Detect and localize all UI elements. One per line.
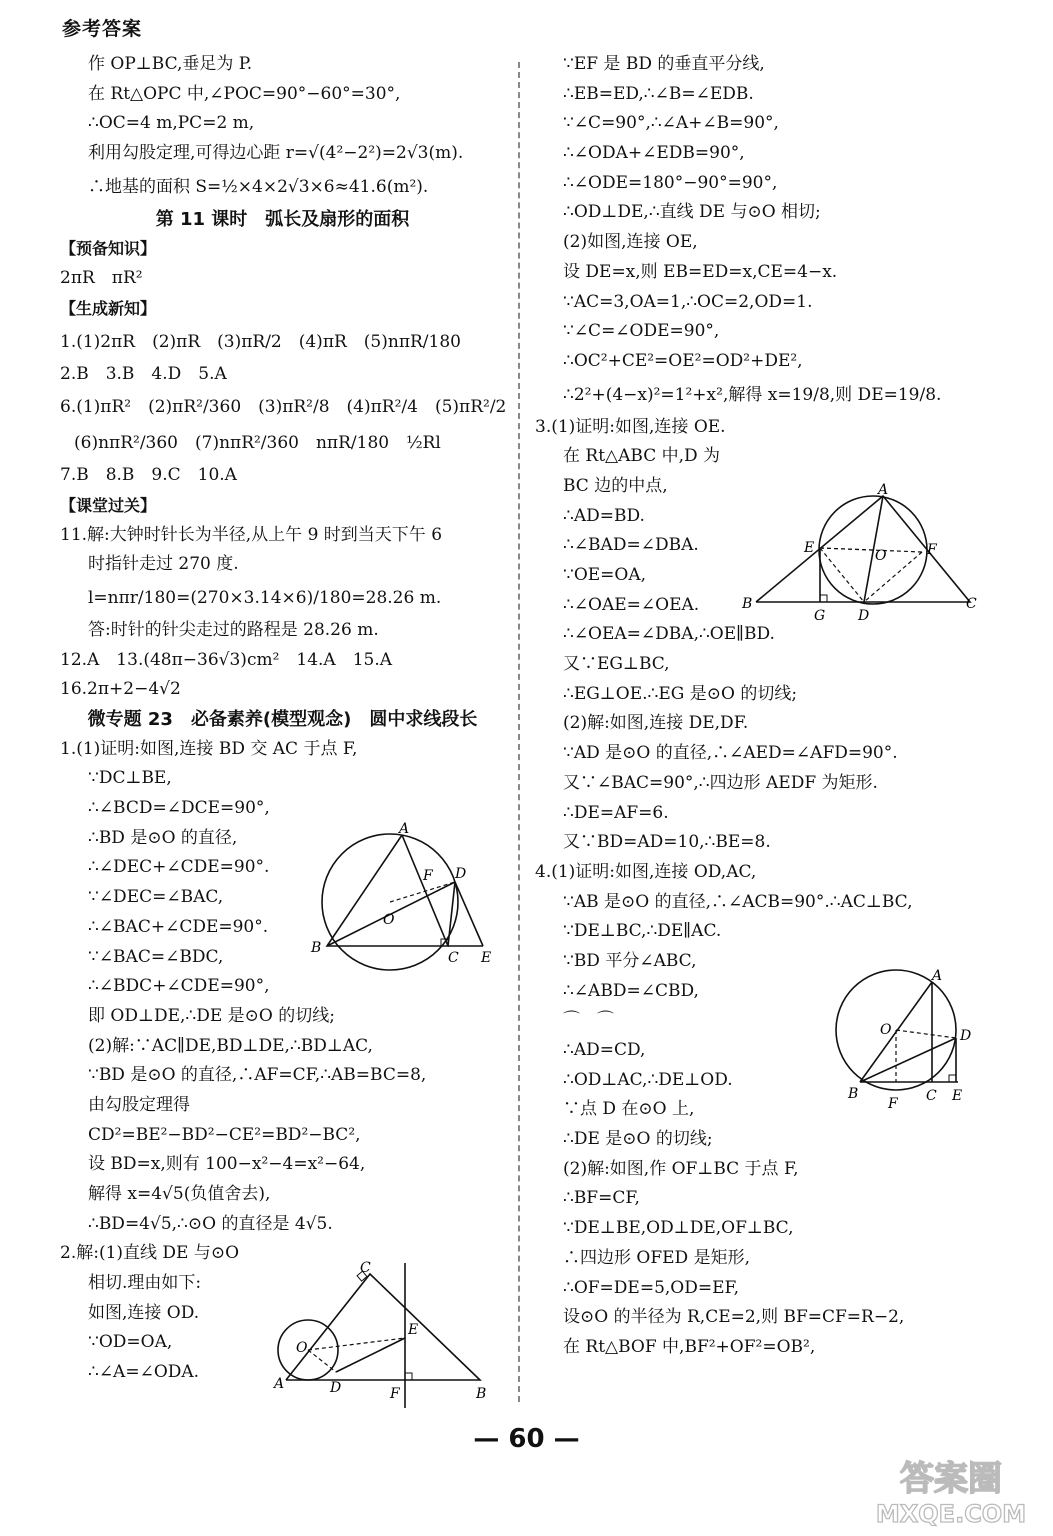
left-line: ∵∠DEC=∠BAC, [88,887,224,908]
fig2-label-f: F [390,1386,400,1402]
right-line: ∴AD=CD, [563,1040,646,1060]
fig1-label-o: O [383,912,395,928]
fig3-label-f: F [927,542,937,558]
right-line: ∴BF=CF, [563,1188,640,1209]
right-line: 又∵∠BAC=90°,∴四边形 AEDF 为矩形. [563,772,878,793]
right-line: (2)如图,连接 OE, [563,232,698,253]
right-line: ∵AD 是⊙O 的直径,∴∠AED=∠AFD=90°. [563,743,898,764]
left-line: ∵BD 是⊙O 的直径,∴AF=CF,∴AB=BC=8, [88,1065,427,1086]
fig2-label-b: B [476,1386,487,1402]
left-line: 11.解:大钟时针长为半径,从上午 9 时到当天下午 6 [60,524,443,545]
left-line: ∴∠A=∠ODA. [88,1362,200,1383]
fig1-label-b: B [311,940,322,956]
right-line: 在 Rt△ABC 中,D 为 [563,446,721,467]
left-line: 7.B 8.B 9.C 10.A [60,465,237,486]
left-line: 微专题 23 必备素养(模型观念) 圆中求线段长 [87,709,478,730]
right-line: ∵AB 是⊙O 的直径,∴∠ACB=90°.∴AC⊥BC, [563,891,913,912]
figure-2 [270,1258,495,1413]
right-line: ∵BD 平分∠ABC, [563,950,697,971]
page-header: 参考答案 [62,18,143,40]
right-line: ∴EG⊥OE.∴EG 是⊙O 的切线; [563,683,798,704]
right-line: ⌒ ⌒ [563,1010,614,1031]
right-line: ∴∠BAD=∠DBA. [563,535,699,556]
fig2-label-d: D [330,1380,342,1396]
fig2-label-a: A [274,1376,285,1392]
fig2-label-c: C [360,1260,371,1276]
fig1-label-c: C [448,950,459,966]
fig4-label-o: O [880,1022,892,1038]
left-line: ∴∠DEC+∠CDE=90°. [88,857,270,878]
right-line: ∵AC=3,OA=1,∴OC=2,OD=1. [563,291,813,312]
left-line: CD²=BE²−BD²−CE²=BD²−BC², [88,1124,361,1145]
right-line: ∵∠C=90°,∴∠A+∠B=90°, [563,113,779,134]
right-line: ∵OE=OA, [563,565,647,585]
right-line: 设⊙O 的半径为 R,CE=2,则 BF=CF=R−2, [563,1307,905,1328]
left-line: ∵DC⊥BE, [88,768,172,789]
fig3-label-d: D [858,608,870,624]
right-line: ∴EB=ED,∴∠B=∠EDB. [563,83,754,104]
left-column [60,50,505,1388]
fig4-label-f: F [888,1096,898,1112]
right-line: ∵DE⊥BE,OD⊥DE,OF⊥BC, [563,1218,794,1239]
right-line: ∴OD⊥DE,∴直线 DE 与⊙O 相切; [563,202,821,223]
left-line: 1.(1)2πR (2)πR (3)πR/2 (4)πR (5)nπR/180 [60,331,461,352]
left-line: 解得 x=4√5(负值舍去), [88,1184,271,1204]
watermark-logo [861,1450,1041,1530]
left-line: (6)nπR²/360 (7)nπR²/360 nπR/180 ½Rl [74,433,441,454]
right-line: 又∵EG⊥BC, [563,654,670,675]
left-line: 利用勾股定理,可得边心距 r=√(4²−2²)=2√3(m). [88,143,464,164]
fig3-label-b: B [742,596,753,612]
right-column [535,50,975,1363]
left-line: 【课堂过关】 [60,495,157,515]
fig2-label-e: E [408,1322,419,1338]
right-line: ∴DE=AF=6. [563,802,669,823]
left-line: ∴∠BAC+∠CDE=90°. [88,916,269,937]
left-line: 【生成新知】 [60,298,157,318]
watermark-bottom: MXQE.COM [875,1500,1027,1528]
right-line: ∵∠C=∠ODE=90°, [563,321,720,342]
right-line: ∴∠OEA=∠DBA,∴OE∥BD. [563,624,775,645]
right-line: ∵点 D 在⊙O 上, [563,1099,695,1120]
left-line: 【预备知识】 [60,239,157,259]
left-line: 作 OP⊥BC,垂足为 P. [88,54,253,74]
fig1-label-f: F [423,868,433,884]
right-line: ∴∠ABD=∠CBD, [563,980,699,1001]
right-line: ∴OC²+CE²=OE²=OD²+DE², [563,350,803,371]
left-line: 12.A 13.(48π−36√3)cm² 14.A 15.A [60,649,393,670]
right-line: 设 DE=x,则 EB=ED=x,CE=4−x. [563,261,838,282]
right-line: ∴2²+(4−x)²=1²+x²,解得 x=19/8,则 DE=19/8. [563,384,942,405]
right-line: ∴DE 是⊙O 的切线; [563,1129,713,1150]
left-line: 即 OD⊥DE,∴DE 是⊙O 的切线; [88,1005,335,1026]
fig1-label-e: E [481,950,492,966]
left-line: ∴BD 是⊙O 的直径, [88,827,238,848]
page-number: — 60 — [473,1424,580,1454]
right-line: ∴∠ODE=180°−90°=90°, [563,172,778,193]
left-line: ∴∠BDC+∠CDE=90°, [88,976,270,997]
left-line: 1.(1)证明:如图,连接 BD 交 AC 于点 F, [60,738,358,759]
fig4-label-b: B [848,1086,859,1102]
left-line: 设 BD=x,则有 100−x²−4=x²−64, [88,1154,366,1175]
left-line: 相切.理由如下: [88,1273,202,1294]
left-line: ∴OC=4 m,PC=2 m, [88,113,255,134]
fig4-label-a: A [932,968,943,984]
fig3-label-g: G [814,608,826,624]
left-line: 6.(1)πR² (2)πR²/360 (3)πR²/8 (4)πR²/4 (5)πR²/2 [60,397,507,418]
watermark-top: 答案圈 [900,1459,1002,1499]
right-line: 又∵BD=AD=10,∴BE=8. [563,832,771,853]
right-line: 4.(1)证明:如图,连接 OD,AC, [535,861,757,882]
right-line: ∴OF=DE=5,OD=EF, [563,1277,740,1298]
left-line: l=nπr/180=(270×3.14×6)/180=28.26 m. [88,587,442,608]
right-line: ∵DE⊥BC,∴DE∥AC. [563,921,722,942]
right-line: ∴∠ODA+∠EDB=90°, [563,143,745,164]
figure-4 [828,962,983,1112]
left-line: ∴地基的面积 S=½×4×2√3×6≈41.6(m²). [88,176,429,197]
left-line: ∴BD=4√5,∴⊙O 的直径是 4√5. [88,1213,333,1234]
left-line: 2.解:(1)直线 DE 与⊙O [60,1243,240,1264]
fig3-label-c: C [966,596,977,612]
fig4-label-d: D [960,1028,972,1044]
left-line: 答:时针的针尖走过的路程是 28.26 m. [88,619,379,640]
left-line: 2πR πR² [60,268,143,289]
left-line: 如图,连接 OD. [88,1302,200,1323]
left-line: ∵∠BAC=∠BDC, [88,946,224,967]
right-line: BC 边的中点, [563,475,668,496]
fig1-label-d: D [455,866,467,882]
right-line: (2)解:如图,作 OF⊥BC 于点 F, [563,1158,799,1179]
fig3-label-o: O [875,548,887,564]
fig4-label-c: C [926,1088,937,1104]
figure-1 [305,820,505,980]
right-line: ∴AD=BD. [563,505,645,526]
left-line: ∵OD=OA, [88,1332,173,1353]
fig3-label-a: A [878,482,889,498]
left-line: 第 11 课时 弧长及扇形的面积 [155,208,410,230]
figure-3 [738,480,983,625]
left-line: 时指针走过 270 度. [88,554,239,575]
left-line: 16.2π+2−4√2 [60,679,181,700]
left-line: 2.B 3.B 4.D 5.A [60,363,227,384]
right-line: 在 Rt△BOF 中,BF²+OF²=OB², [563,1336,816,1357]
right-line: ∵EF 是 BD 的垂直平分线, [563,54,765,74]
left-line: 由勾股定理得 [88,1094,190,1115]
fig1-label-a: A [399,821,410,837]
right-line: (2)解:如图,连接 DE,DF. [563,713,749,734]
fig3-label-e: E [804,540,815,556]
right-line: 3.(1)证明:如图,连接 OE. [535,416,726,437]
left-line: (2)解:∵AC∥DE,BD⊥DE,∴BD⊥AC, [88,1035,373,1056]
left-line: ∴∠BCD=∠DCE=90°, [88,798,270,819]
left-line: 在 Rt△OPC 中,∠POC=90°−60°=30°, [88,83,401,104]
right-line: ∴∠OAE=∠OEA. [563,594,700,615]
column-divider [518,62,520,1402]
fig2-label-o: O [296,1340,308,1356]
right-line: ∴四边形 OFED 是矩形, [563,1247,750,1268]
right-line: ∴OD⊥AC,∴DE⊥OD. [563,1069,733,1090]
fig4-label-e: E [952,1088,963,1104]
